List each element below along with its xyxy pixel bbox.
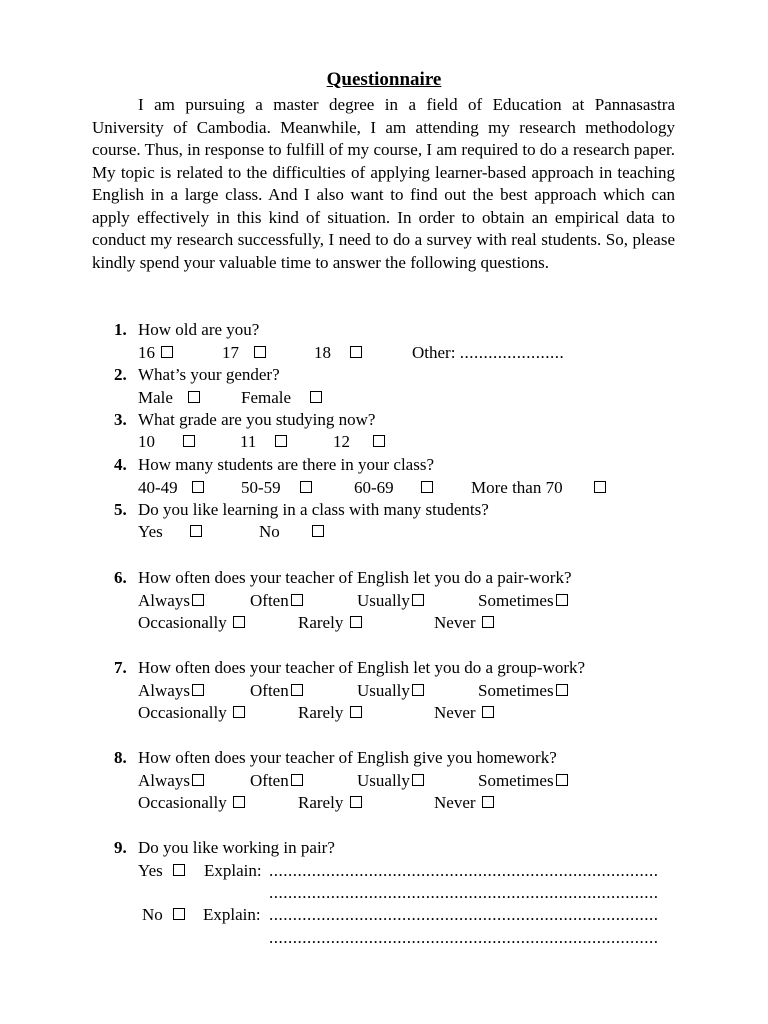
question-number: 3. (114, 410, 127, 429)
intro-paragraph (92, 94, 675, 274)
option-always[interactable]: Always (138, 591, 204, 611)
option-often[interactable]: Often (250, 591, 303, 611)
option-17[interactable]: 17 (222, 343, 266, 363)
option-rarely[interactable]: Rarely (298, 613, 362, 633)
question-number: 8. (114, 748, 127, 767)
option-sometimes[interactable]: Sometimes (478, 591, 568, 611)
checkbox[interactable] (412, 774, 424, 786)
page-title: Questionnaire (326, 69, 442, 90)
option-other[interactable]: Other: ...................... (412, 343, 565, 362)
checkbox[interactable] (291, 774, 303, 786)
option-more-than-70[interactable]: More than 70 (471, 478, 606, 498)
checkbox[interactable] (190, 525, 202, 537)
question-text: How old are you? (138, 320, 260, 339)
checkbox[interactable] (556, 684, 568, 696)
option-never[interactable]: Never (434, 793, 494, 813)
question-text: Do you like learning in a class with many students? (138, 500, 489, 519)
checkbox[interactable] (233, 796, 245, 808)
option-16[interactable]: 16 (138, 343, 173, 363)
checkbox[interactable] (482, 616, 494, 628)
question-text: What’s your gender? (138, 365, 280, 384)
checkbox[interactable] (233, 616, 245, 628)
explain-yes-line-2[interactable]: .................................................................................. (269, 883, 659, 902)
explain-label: Explain: (204, 861, 262, 880)
explain-label: Explain: (203, 905, 261, 924)
question-number: 9. (114, 838, 127, 857)
checkbox[interactable] (350, 346, 362, 358)
option-never[interactable]: Never (434, 613, 494, 633)
question-text: How often does your teacher of English give you homework? (138, 748, 557, 767)
question-text: How often does your teacher of English let you do a group-work? (138, 658, 586, 677)
question-number: 2. (114, 365, 127, 384)
checkbox[interactable] (291, 684, 303, 696)
explain-yes-line-1[interactable]: .................................................................................. (269, 861, 659, 880)
checkbox[interactable] (173, 908, 185, 920)
option-usually[interactable]: Usually (357, 591, 424, 611)
option-60-69[interactable]: 60-69 (354, 478, 433, 498)
option-18[interactable]: 18 (314, 343, 362, 363)
option-often[interactable]: Often (250, 681, 303, 701)
option-yes[interactable]: Yes (138, 522, 202, 542)
checkbox[interactable] (556, 774, 568, 786)
question-text: How often does your teacher of English let you do a pair-work? (138, 568, 572, 587)
question-number: 6. (114, 568, 127, 587)
question-number: 4. (114, 455, 127, 474)
checkbox[interactable] (412, 594, 424, 606)
option-40-49[interactable]: 40-49 (138, 478, 204, 498)
option-occasionally[interactable]: Occasionally (138, 793, 245, 813)
option-grade-10[interactable]: 10 (138, 432, 195, 452)
checkbox[interactable] (300, 481, 312, 493)
explain-no-line-2[interactable]: .................................................................................. (269, 928, 659, 947)
option-sometimes[interactable]: Sometimes (478, 681, 568, 701)
checkbox[interactable] (188, 391, 200, 403)
question-number: 5. (114, 500, 127, 519)
checkbox[interactable] (192, 594, 204, 606)
checkbox[interactable] (350, 796, 362, 808)
checkbox[interactable] (556, 594, 568, 606)
option-sometimes[interactable]: Sometimes (478, 771, 568, 791)
checkbox[interactable] (482, 796, 494, 808)
checkbox[interactable] (173, 864, 185, 876)
question-number: 1. (114, 320, 127, 339)
question-text: What grade are you studying now? (138, 410, 376, 429)
checkbox[interactable] (312, 525, 324, 537)
checkbox[interactable] (594, 481, 606, 493)
question-text: How many students are there in your class? (138, 455, 434, 474)
checkbox[interactable] (350, 706, 362, 718)
fill-in-line[interactable]: ...................... (459, 343, 565, 362)
checkbox[interactable] (412, 684, 424, 696)
option-usually[interactable]: Usually (357, 681, 424, 701)
checkbox[interactable] (350, 616, 362, 628)
question-number: 7. (114, 658, 127, 677)
option-female[interactable]: Female (241, 388, 322, 408)
checkbox[interactable] (233, 706, 245, 718)
checkbox[interactable] (192, 774, 204, 786)
checkbox[interactable] (192, 684, 204, 696)
question-text: Do you like working in pair? (138, 838, 335, 857)
option-rarely[interactable]: Rarely (298, 703, 362, 723)
option-no[interactable]: No (259, 522, 324, 542)
option-grade-12[interactable]: 12 (333, 432, 385, 452)
checkbox[interactable] (482, 706, 494, 718)
explain-no-line-1[interactable]: .................................................................................. (269, 905, 659, 924)
option-50-59[interactable]: 50-59 (241, 478, 312, 498)
option-usually[interactable]: Usually (357, 771, 424, 791)
option-often[interactable]: Often (250, 771, 303, 791)
option-always[interactable]: Always (138, 681, 204, 701)
option-always[interactable]: Always (138, 771, 204, 791)
option-male[interactable]: Male (138, 388, 200, 408)
option-grade-11[interactable]: 11 (240, 432, 287, 452)
checkbox[interactable] (254, 346, 266, 358)
checkbox[interactable] (421, 481, 433, 493)
checkbox[interactable] (310, 391, 322, 403)
option-yes[interactable]: Yes (138, 861, 185, 881)
option-never[interactable]: Never (434, 703, 494, 723)
checkbox[interactable] (291, 594, 303, 606)
intro-text: I am pursuing a master degree in a field of Education at Pannasastra University of Cambodia. Meanwhile, I am attending my research methodology course. Thus, in response to fulfill of my course, I am required to do a research paper. My topic is related to the difficulties of applying learner-based approach in teaching English in a large class. And I also want to find out the best approach which can apply effectively in this kind of situation. In order to obtain an empirical data to conduct my research successfully, I need to do a survey with real students. So, please kindly spend your valuable time to answer the following questions. (92, 95, 675, 272)
checkbox[interactable] (161, 346, 173, 358)
checkbox[interactable] (373, 435, 385, 447)
checkbox[interactable] (183, 435, 195, 447)
option-rarely[interactable]: Rarely (298, 793, 362, 813)
option-occasionally[interactable]: Occasionally (138, 613, 245, 633)
checkbox[interactable] (275, 435, 287, 447)
checkbox[interactable] (192, 481, 204, 493)
option-no[interactable]: No (142, 905, 185, 925)
option-occasionally[interactable]: Occasionally (138, 703, 245, 723)
